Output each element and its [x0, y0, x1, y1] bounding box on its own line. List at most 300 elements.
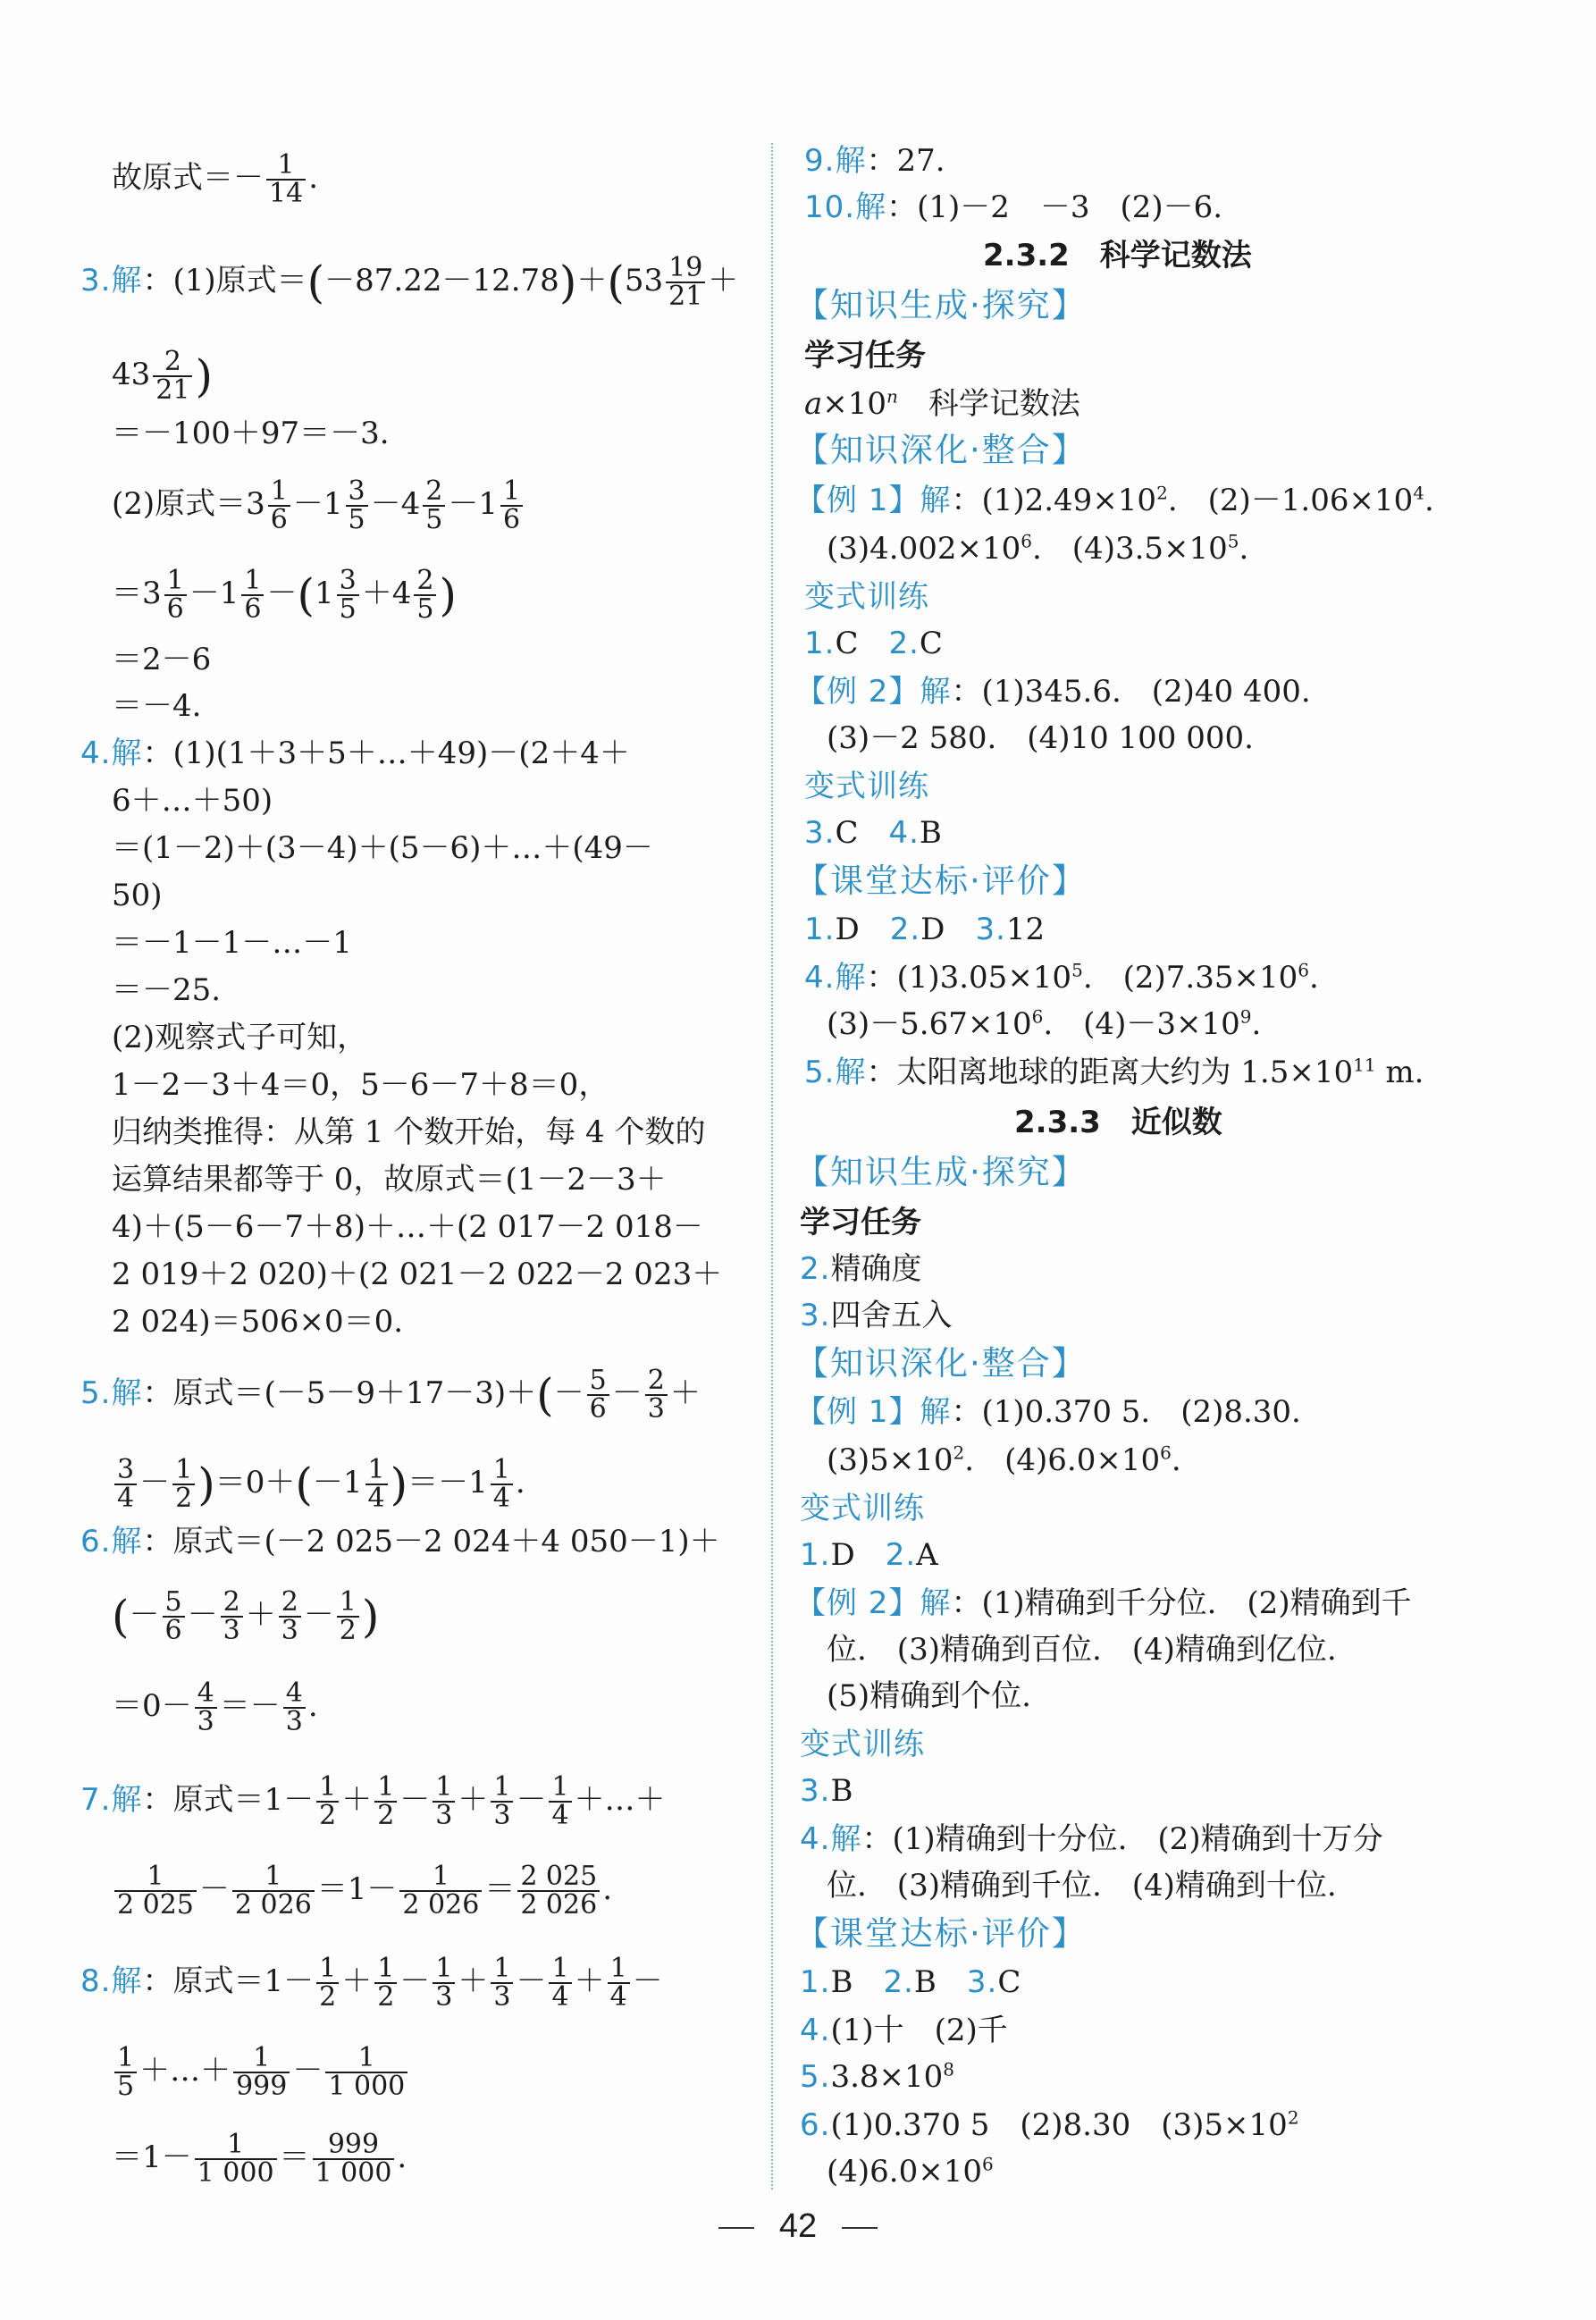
p4-line1 [80, 736, 630, 771]
denominator: 5 [416, 593, 434, 625]
problem-number: 8.解 [80, 1963, 143, 1999]
numerator: 1 [491, 1955, 513, 1984]
text: . (4)6.0×10 [964, 1442, 1161, 1478]
fraction [316, 1771, 339, 1831]
exponent: 5 [1227, 530, 1239, 552]
numerator: 1 [365, 1457, 388, 1485]
section-banner: 【知识生成·探究】 [795, 286, 1087, 324]
fraction [316, 1955, 339, 2011]
page-number-text: 42 [778, 2207, 818, 2245]
section-banner: 【知识深化·整合】 [795, 1344, 1087, 1383]
p4-line10: 运算结果都等于 0，故原式＝(1－2－3＋ [112, 1162, 667, 1198]
exponent: 9 [1239, 1005, 1252, 1028]
text: － [292, 2053, 323, 2089]
paren: ) [390, 1458, 408, 1510]
fraction [195, 1677, 217, 1737]
exponent: 2 [953, 1442, 965, 1464]
paren: ( [307, 256, 325, 308]
answer-4-line2: 位. (3)精确到千位. (4)精确到十位. [827, 1868, 1337, 1904]
text: － [399, 1963, 431, 1999]
denominator: 3 [647, 1393, 665, 1425]
problem-number: 4.解 [804, 960, 867, 996]
ex4-line1 [795, 1585, 1412, 1621]
denominator: 3 [493, 1800, 511, 1831]
text: － [516, 1963, 547, 1999]
text: (2)原式＝3 [112, 486, 265, 522]
text: ：原式＝1－ [142, 1963, 315, 1999]
denominator: 1 000 [197, 2157, 274, 2189]
ex3-line2 [827, 1442, 1181, 1478]
text: －1 [189, 576, 239, 611]
p3-line2 [112, 346, 213, 406]
fraction [268, 475, 290, 535]
fraction [114, 2042, 137, 2102]
text: ＝0－ [112, 1688, 192, 1724]
text: (3)－5.67×10 [827, 1006, 1032, 1042]
denominator: 2 [339, 1615, 357, 1646]
text: ＝－ [219, 1688, 281, 1724]
ex1-line1 [795, 483, 1434, 518]
p4-line13: 2 024)＝506×0＝0. [112, 1304, 404, 1340]
answer-4-line1 [800, 1821, 1383, 1857]
problem-number: 4.解 [800, 1821, 862, 1857]
denominator: 3 [493, 1981, 511, 2013]
numerator: 3 [337, 567, 359, 596]
text: . [308, 160, 318, 196]
numerator: 4 [283, 1680, 306, 1709]
paren: ) [361, 1591, 380, 1643]
fraction [283, 1677, 306, 1737]
p8-line2 [112, 2042, 410, 2102]
text: ＋ [708, 263, 739, 298]
problem-number: 6.解 [80, 1524, 143, 1559]
numerator: 1 [399, 1863, 482, 1892]
text: － [516, 1782, 547, 1818]
denominator: 21 [155, 374, 190, 406]
denominator: 2 026 [234, 1889, 312, 1921]
numerator: 1 [374, 1774, 397, 1803]
section-title: 2.3.2 科学记数法 [983, 238, 1252, 273]
fraction [374, 1771, 397, 1831]
p6-line2 [112, 1586, 380, 1646]
section-banner: 【知识生成·探究】 [795, 1153, 1087, 1191]
item-number: 4. [888, 815, 920, 851]
item-number: 1. [804, 626, 836, 661]
answer-value: C [835, 815, 889, 851]
page-number [0, 2207, 1596, 2246]
answers-1-2-b [800, 1537, 938, 1573]
text: － [198, 1871, 230, 1907]
item-number: 3. [804, 815, 836, 851]
text: . [515, 1465, 525, 1500]
fraction [163, 1586, 185, 1646]
p4-line7: (2)观察式子可知， [112, 1020, 368, 1055]
answer-value: B [830, 1964, 884, 2000]
text: . [602, 1871, 613, 1907]
fraction [491, 1454, 513, 1514]
numerator: 1 [500, 478, 523, 507]
denominator: 5 [425, 504, 443, 535]
p3-line6: ＝2－6 [112, 642, 212, 677]
denominator: 1 000 [315, 2157, 392, 2189]
answers-1-2-3 [804, 912, 1045, 947]
denominator: 3 [197, 1706, 214, 1737]
denominator: 2 [319, 1981, 337, 2013]
exponent: 4 [1413, 482, 1424, 504]
answer-value: D [830, 1537, 886, 1573]
text: . [397, 2139, 407, 2175]
exponent: 6 [1298, 959, 1309, 981]
answer-value: C [835, 626, 889, 661]
column-divider [771, 143, 773, 2190]
fraction [172, 1454, 195, 1514]
fraction [399, 1863, 482, 1919]
fraction [266, 149, 306, 209]
text: ：(1)精确到千分位. (2)精确到千 [951, 1585, 1412, 1621]
fraction [232, 1863, 315, 1919]
denominator: 4 [367, 1483, 385, 1514]
numerator: 1 [433, 1955, 455, 1984]
answer-value: D [920, 912, 976, 947]
numerator: 1 [114, 1863, 197, 1892]
p4-line3: ＝(1－2)＋(3－4)＋(5－6)＋…＋(49－ [112, 830, 653, 866]
paren: ( [607, 256, 625, 308]
exponent: 6 [1031, 1005, 1044, 1028]
denominator: 3 [223, 1615, 240, 1646]
denominator: 2 [319, 1800, 337, 1831]
p3-line3: ＝－100＋97＝－3. [112, 416, 390, 451]
denominator: 1 000 [328, 2071, 406, 2102]
numerator: 19 [666, 255, 705, 283]
answer-3 [800, 1773, 853, 1809]
item-number: 3. [975, 912, 1006, 947]
answer-value: C [919, 626, 943, 661]
numerator: 1 [241, 567, 264, 596]
text: ：27. [866, 143, 945, 179]
p3-line1 [80, 252, 739, 312]
p6-line3 [112, 1677, 318, 1737]
denominator: 6 [589, 1393, 607, 1425]
item-number: 1. [800, 1537, 831, 1573]
text: ＋ [341, 1782, 373, 1818]
text: ：(1)(1＋3＋5＋…＋49)－(2＋4＋ [142, 736, 630, 771]
numerator: 2 [645, 1367, 668, 1396]
answer-value: C [997, 1964, 1021, 2000]
answers-3-4 [804, 815, 942, 851]
p4-line6: ＝－25. [112, 972, 222, 1008]
denominator: 6 [503, 504, 521, 535]
text: ＋ [458, 1782, 489, 1818]
text: － [187, 1597, 218, 1633]
denominator: 4 [117, 1483, 135, 1514]
text: (1)十 (2)千 [830, 2013, 1008, 2048]
answer-value: 12 [1005, 912, 1046, 947]
denominator: 6 [244, 593, 262, 625]
exponent: 5 [1071, 959, 1083, 981]
p4-line8: 1－2－3＋4＝0，5－6－7＋8＝0， [112, 1067, 609, 1103]
text: . [1251, 1006, 1262, 1042]
denominator: 4 [492, 1483, 510, 1514]
subsection-title: 学习任务 [800, 1205, 921, 1240]
text: － [266, 576, 298, 611]
denominator: 4 [551, 1800, 569, 1831]
ex4-line3: (5)精确到个位. [827, 1678, 1031, 1714]
denominator: 5 [339, 593, 357, 625]
section-banner: 【知识深化·整合】 [795, 431, 1087, 469]
denominator: 2 [175, 1483, 193, 1514]
section-banner: 【课堂达标·评价】 [795, 1914, 1087, 1953]
text: － [303, 1597, 334, 1633]
text: ＋ [245, 1597, 276, 1633]
numerator: 4 [195, 1680, 217, 1709]
fraction [337, 567, 359, 623]
exponent: 6 [1021, 530, 1032, 552]
text: ＝ [484, 1871, 516, 1907]
numerator: 1 [172, 1457, 195, 1485]
paren: ) [197, 1458, 215, 1510]
denominator: 6 [166, 593, 184, 625]
text: ＋4 [361, 576, 412, 611]
text: . (4)3.5×10 [1031, 531, 1228, 567]
denominator: 14 [269, 178, 304, 209]
item-number: 1. [804, 912, 836, 947]
text: ＋ [458, 1963, 489, 1999]
text: －1 [312, 1465, 363, 1500]
text: －1 [292, 486, 343, 522]
denominator: 5 [117, 2071, 135, 2102]
item-number: 2. [800, 1251, 831, 1287]
numerator: 1 [266, 152, 306, 181]
q10 [804, 189, 1222, 225]
p4-line2: 6＋…＋50) [112, 783, 273, 819]
page-dash [718, 2227, 754, 2229]
text: ＝－1 [407, 1465, 488, 1500]
text: m. [1375, 1055, 1424, 1090]
text: . (4)－3×10 [1043, 1006, 1240, 1042]
text: n [886, 385, 898, 408]
text: ：原式＝(－2 025－2 024＋4 050－1)＋ [142, 1524, 720, 1559]
fraction [433, 1771, 455, 1831]
denominator: 5 [348, 504, 365, 535]
fraction [433, 1955, 455, 2011]
numerator: 2 [414, 567, 436, 596]
problem-number: 5.解 [804, 1055, 867, 1090]
fraction [491, 1771, 513, 1831]
text: ＝1－ [112, 2139, 192, 2175]
ex3-line1 [795, 1394, 1301, 1430]
numerator: 1 [433, 1774, 455, 1803]
fraction [374, 1955, 397, 2011]
p4-line12: 2 019＋2 020)＋(2 021－2 022－2 023＋ [112, 1257, 723, 1292]
numerator: 5 [163, 1589, 185, 1618]
ex4-line2: 位. (3)精确到百位. (4)精确到亿位. [827, 1632, 1337, 1668]
denominator: 2 025 [117, 1889, 194, 1921]
variant-training-label: 变式训练 [800, 1491, 925, 1526]
text: － [399, 1782, 431, 1818]
paren: ) [439, 569, 457, 621]
text: ：(1)3.05×10 [866, 960, 1072, 996]
fraction [500, 475, 523, 535]
problem-number: 10.解 [804, 189, 887, 225]
exponent: 6 [981, 2153, 994, 2175]
item-number: 2. [883, 1964, 914, 2000]
denominator: 3 [285, 1706, 303, 1737]
numerator: 3 [346, 478, 368, 507]
fraction [645, 1367, 668, 1423]
p3-line5 [112, 567, 457, 623]
paren: ( [295, 1458, 313, 1510]
p8-line3 [112, 2131, 407, 2187]
denominator: 2 026 [520, 1889, 598, 1921]
item-number: 3. [966, 1964, 998, 2000]
section-title: 2.3.3 近似数 [1014, 1105, 1222, 1140]
fraction [233, 2042, 290, 2102]
paren: ) [195, 350, 213, 402]
example-tag: 【例 1】解 [795, 483, 952, 518]
numerator: 1 [337, 1589, 359, 1618]
answer-value: D [835, 912, 890, 947]
text: 53 [624, 263, 664, 298]
text: －1 [448, 486, 498, 522]
fraction [549, 1955, 571, 2011]
paren: ( [112, 1591, 130, 1643]
text: － [611, 1375, 643, 1411]
text: . [1239, 531, 1249, 567]
q4-line1 [804, 960, 1319, 996]
text: ：(1)－2 －3 (2)－6. [886, 189, 1223, 225]
problem-number: 5.解 [80, 1375, 143, 1411]
fraction [414, 567, 436, 623]
numerator: 1 [316, 1955, 339, 1984]
denominator: 4 [551, 1981, 569, 2013]
text: . [1424, 483, 1434, 518]
text: . (2)－1.06×10 [1167, 483, 1414, 518]
p4-line5: ＝－1－1－…－1 [112, 925, 352, 961]
problem-number: 7.解 [80, 1782, 143, 1818]
problem-number: 9.解 [804, 143, 867, 179]
numerator: 1 [164, 567, 187, 596]
final-4 [800, 2013, 1008, 2048]
answers-1-2 [804, 626, 943, 661]
fraction [221, 1586, 243, 1646]
fraction [114, 1454, 137, 1514]
q4-line2 [827, 1006, 1261, 1042]
task3-line [800, 1298, 952, 1333]
p4-line4: 50) [112, 878, 163, 913]
denominator: 2 [377, 1981, 395, 2013]
numerator: 2 [423, 478, 445, 507]
text: ：太阳离地球的距离大约为 1.5×10 [866, 1055, 1354, 1090]
p3-line7: ＝－4. [112, 688, 202, 724]
p5-line1 [80, 1367, 701, 1423]
answer-value: B [919, 815, 942, 851]
fraction [114, 1863, 197, 1919]
text: － [632, 1963, 663, 1999]
text: . [1171, 1442, 1181, 1478]
numerator: 2 [153, 349, 192, 377]
answer-value: A [916, 1537, 938, 1573]
text: ＋ [574, 1963, 605, 1999]
text: －87.22－12.78 [324, 263, 559, 298]
fraction [365, 1454, 388, 1514]
text: ：(1)精确到十分位. (2)精确到十万分 [861, 1821, 1383, 1857]
exponent: 6 [1160, 1442, 1172, 1464]
text: － [129, 1597, 160, 1633]
text: ：原式＝(－5－9＋17－3)＋ [142, 1375, 537, 1411]
denominator: 4 [609, 1981, 627, 2013]
fraction [423, 475, 445, 535]
example-tag: 【例 1】解 [795, 1394, 952, 1430]
fraction [241, 567, 264, 623]
denominator: 2 026 [402, 1889, 480, 1921]
item-number: 6. [800, 2107, 831, 2143]
text: ＋ [669, 1375, 701, 1411]
q9 [804, 143, 945, 179]
final-6-line2 [827, 2154, 994, 2190]
numerator: 1 [268, 478, 290, 507]
fraction [549, 1771, 571, 1831]
text: 43 [112, 357, 151, 392]
subsection-title: 学习任务 [804, 338, 926, 374]
text: ＝3 [112, 576, 162, 611]
fraction [164, 567, 187, 623]
text: ＝ [279, 2139, 310, 2175]
fraction [608, 1955, 630, 2011]
denominator: 21 [668, 281, 703, 312]
ex1-line2 [827, 531, 1248, 567]
fraction [195, 2131, 277, 2187]
text: a [804, 386, 823, 422]
numerator: 5 [587, 1367, 609, 1396]
denominator: 2 [377, 1800, 395, 1831]
denominator: 6 [270, 504, 288, 535]
fraction [587, 1367, 609, 1423]
p5-line2 [112, 1454, 525, 1514]
denominator: 999 [236, 2071, 288, 2102]
fraction [325, 2042, 407, 2102]
section-banner: 【课堂达标·评价】 [795, 862, 1087, 900]
numerator: 1 [195, 2131, 277, 2160]
numerator: 2 [279, 1589, 301, 1618]
text: 四舍五入 [830, 1298, 953, 1333]
text: B [830, 1773, 853, 1809]
p4-line11: 4)＋(5－6－7＋8)＋…＋(2 017－2 018－ [112, 1209, 703, 1245]
numerator: 1 [374, 1955, 397, 1984]
fraction [666, 252, 705, 312]
paren: ( [297, 569, 315, 621]
exponent: 11 [1353, 1054, 1376, 1076]
numerator: 1 [549, 1774, 571, 1803]
numerator: 3 [114, 1457, 137, 1485]
p4-line9: 归纳类推得：从第 1 个数开始，每 4 个数的 [112, 1114, 706, 1150]
text: ：(1)2.49×10 [951, 483, 1157, 518]
text: (3)4.002×10 [827, 531, 1021, 567]
text: － [139, 1465, 171, 1500]
text: ＋…＋ [139, 2053, 231, 2089]
numerator: 999 [313, 2131, 395, 2160]
text: (3)5×10 [827, 1442, 953, 1478]
text: ×10 [822, 386, 887, 422]
numerator: 2 [221, 1589, 243, 1618]
fraction [153, 346, 192, 406]
item-number: 4. [800, 2013, 831, 2048]
fraction [346, 475, 368, 535]
text: 1 [314, 576, 334, 611]
denominator: 3 [281, 1615, 298, 1646]
numerator: 1 [233, 2045, 290, 2073]
final-6-line1 [800, 2107, 1299, 2143]
text: (1)0.370 5 (2)8.30 (3)5×10 [830, 2107, 1288, 2143]
